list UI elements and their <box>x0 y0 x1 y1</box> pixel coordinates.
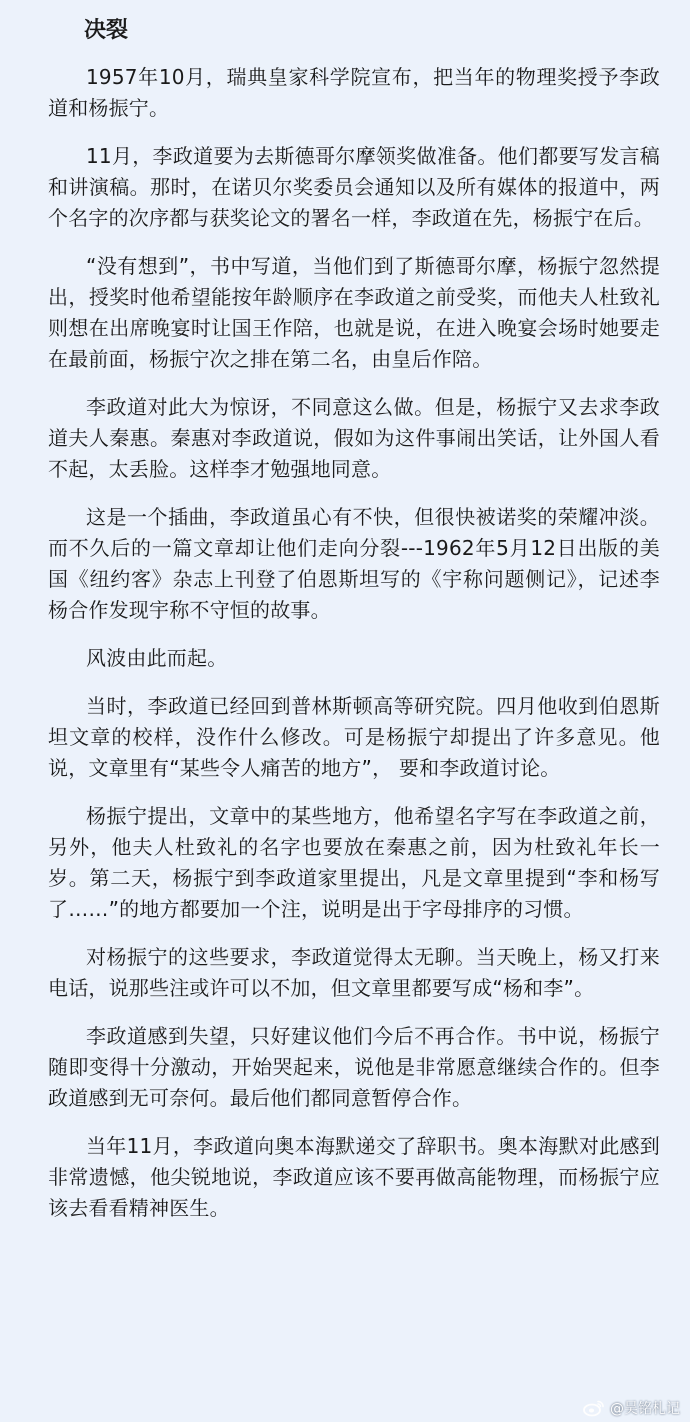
paragraph: 风波由此而起。 <box>86 646 228 670</box>
paragraph: 对杨振宁的这些要求，李政道觉得太无聊。当天晚上，杨又打来电话，说那些注或许可以不加，但文章里都要写成“杨和李”。 <box>48 945 660 1000</box>
paragraph: 11月，李政道要为去斯德哥尔摩领奖做准备。他们都要写发言稿和讲演稿。那时，在诺贝尔奖委员会通知以及所有媒体的报道中，两个名字的次序都与获奖论文的署名一样，李政道在先，杨振宁在后。 <box>48 144 660 230</box>
watermark-text: @吴铭札记 <box>610 1401 680 1417</box>
paragraph: 当时，李政道已经回到普林斯顿高等研究院。四月他收到伯恩斯坦文章的校样，没作什么修改。可是杨振宁却提出了许多意见。他说，文章里有“某些令人痛苦的地方”， 要和李政道讨论。 <box>48 694 660 780</box>
paragraph: 杨振宁提出，文章中的某些地方，他希望名字写在李政道之前，另外，他夫人杜致礼的名字也要放在秦惠之前，因为杜致礼年长一岁。第二天，杨振宁到李政道家里提出，凡是文章里提到“李和杨写了……”的地方都要加一个注，说明是出于字母排序的习惯。 <box>48 804 660 921</box>
paragraph: 这是一个插曲，李政道虽心有不快，但很快被诺奖的荣耀冲淡。而不久后的一篇文章却让他们走向分裂---1962年5月12日出版的美国《纽约客》杂志上刊登了伯恩斯坦写的《宇称问题侧记》，记述李杨合作发现宇称不守恒的故事。 <box>48 505 660 622</box>
weibo-icon <box>583 1399 605 1417</box>
paragraph: 李政道感到失望，只好建议他们今后不再合作。书中说，杨振宁随即变得十分激动，开始哭起来，说他是非常愿意继续合作的。但李政道感到无可奈何。最后他们都同意暂停合作。 <box>48 1024 660 1110</box>
paragraph: 当年11月，李政道向奥本海默递交了辞职书。奥本海默对此感到非常遗憾，他尖锐地说，李政道应该不要再做高能物理，而杨振宁应该去看看精神医生。 <box>48 1134 660 1220</box>
article-title: 决裂 <box>84 18 129 43</box>
watermark <box>583 1398 680 1418</box>
paragraph: “没有想到”，书中写道，当他们到了斯德哥尔摩，杨振宁忽然提出，授奖时他希望能按年龄顺序在李政道之前受奖，而他夫人杜致礼则想在出席晚宴时让国王作陪，也就是说，在进入晚宴会场时她要走在最前面，杨振宁次之排在第二名，由皇后作陪。 <box>48 254 660 371</box>
paragraph: 1957年10月，瑞典皇家科学院宣布，把当年的物理奖授予李政道和杨振宁。 <box>48 65 660 120</box>
paragraph: 李政道对此大为惊讶，不同意这么做。但是，杨振宁又去求李政道夫人秦惠。秦惠对李政道说，假如为这件事闹出笑话，让外国人看不起，太丢脸。这样李才勉强地同意。 <box>48 395 660 481</box>
article <box>48 14 660 1241</box>
